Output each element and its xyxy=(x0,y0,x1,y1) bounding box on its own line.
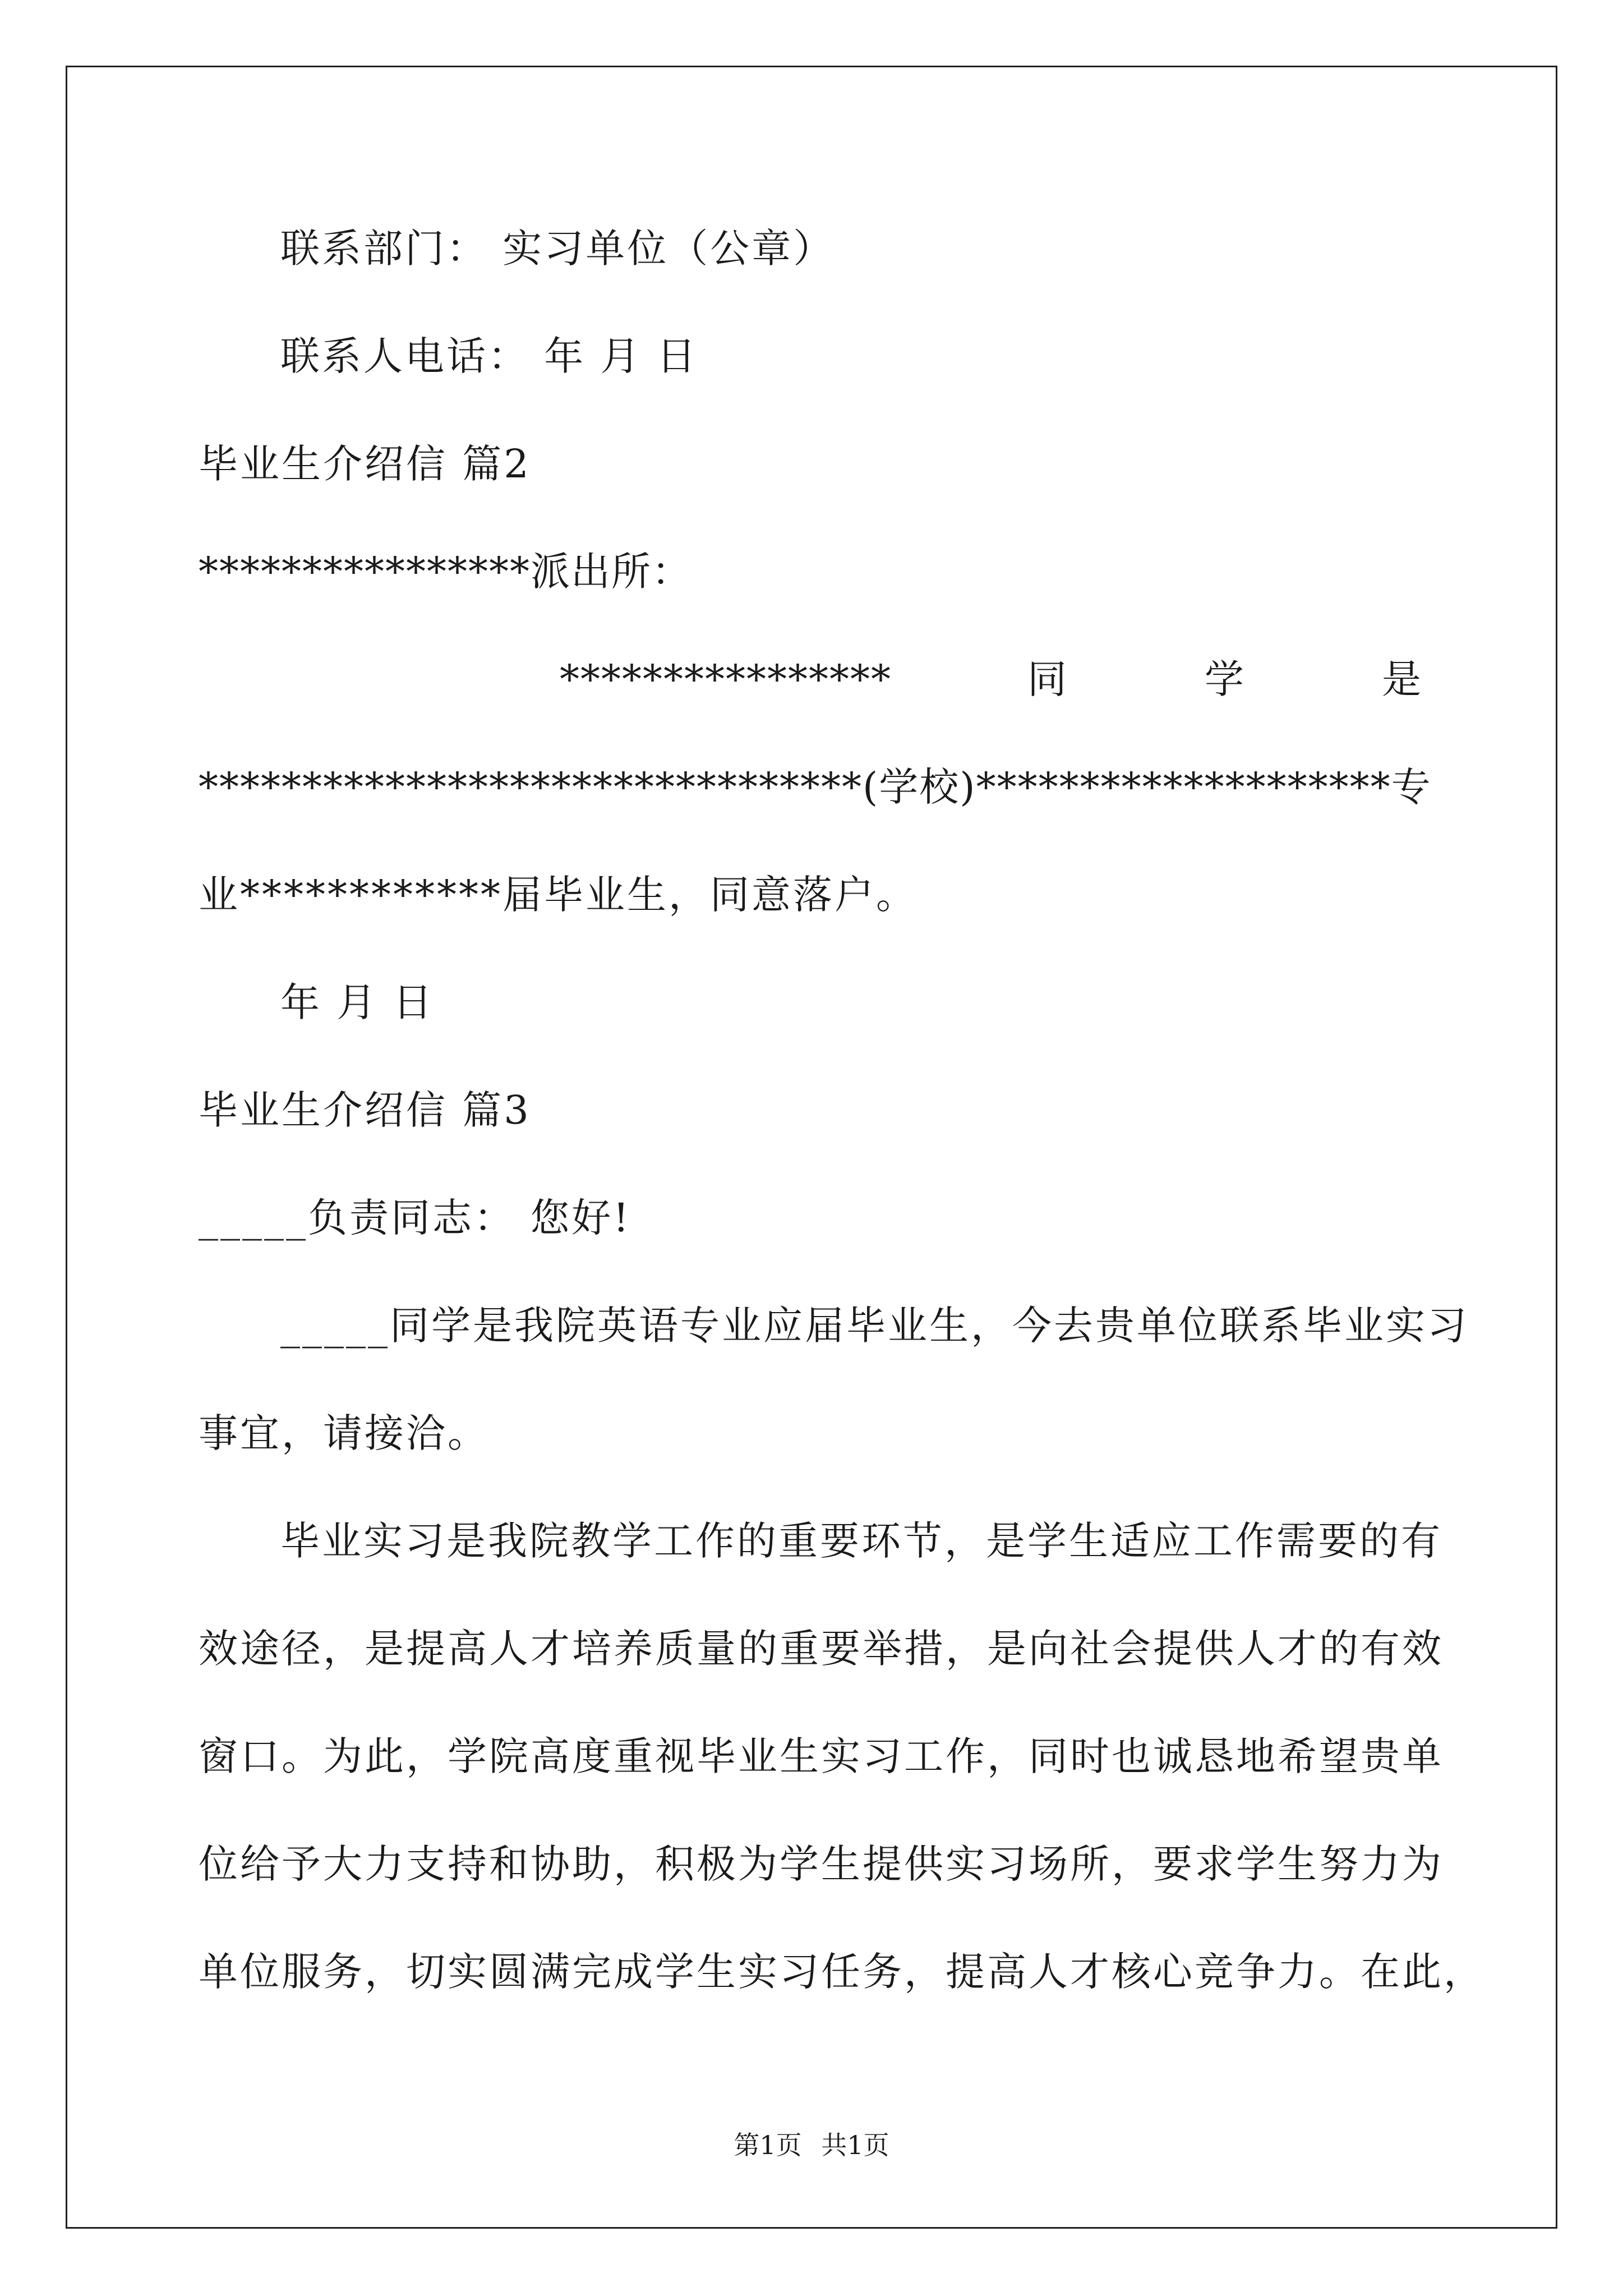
body-line-7: 单位服务，切实圆满完成学生实习任务，提高人才核心竞争力。在此， xyxy=(199,1949,1485,1995)
body-line-1: _____同学是我院英语专业应届毕业生，今去贵单位联系毕业实习 xyxy=(280,1303,1469,1349)
contact-phone-line: 联系人电话： 年 月 日 xyxy=(280,333,698,379)
police-station-line: ****************派出所： xyxy=(199,549,692,595)
body-line-4: 效途径，是提高人才培养质量的重要举措，是向社会提供人才的有效 xyxy=(199,1626,1444,1672)
page-border xyxy=(66,66,1557,2229)
page-footer xyxy=(0,2132,1623,2158)
page-total: 共1页 xyxy=(821,2130,889,2160)
spread-word-1: 同 xyxy=(1027,656,1069,702)
contact-department-line: 联系部门： 实习单位（公章） xyxy=(280,226,835,272)
student-justified-line xyxy=(199,656,1423,702)
salutation-line: _____负责同志： 您好! xyxy=(199,1195,631,1241)
body-line-2: 事宜，请接洽。 xyxy=(199,1410,489,1456)
spread-word-3: 是 xyxy=(1382,656,1423,702)
page-number: 第1页 xyxy=(734,2130,802,2160)
body-line-3: 毕业实习是我院教学工作的重要环节，是学生适应工作需要的有 xyxy=(280,1518,1442,1564)
section-heading-3: 毕业生介绍信 篇3 xyxy=(199,1087,531,1133)
school-major-line: ********************************(学校)********************专 xyxy=(199,764,1432,810)
graduate-settle-line: 业************届毕业生，同意落户。 xyxy=(199,872,917,918)
section-heading-2: 毕业生介绍信 篇2 xyxy=(199,441,531,487)
date-line: 年 月 日 xyxy=(280,979,435,1025)
body-line-5: 窗口。为此，学院高度重视毕业生实习工作，同时也诚恳地希望贵单 xyxy=(199,1733,1444,1779)
spread-word-2: 学 xyxy=(1205,656,1246,702)
student-name-mask: **************** xyxy=(560,656,892,702)
body-line-6: 位给予大力支持和协助，积极为学生提供实习场所，要求学生努力为 xyxy=(199,1841,1444,1887)
